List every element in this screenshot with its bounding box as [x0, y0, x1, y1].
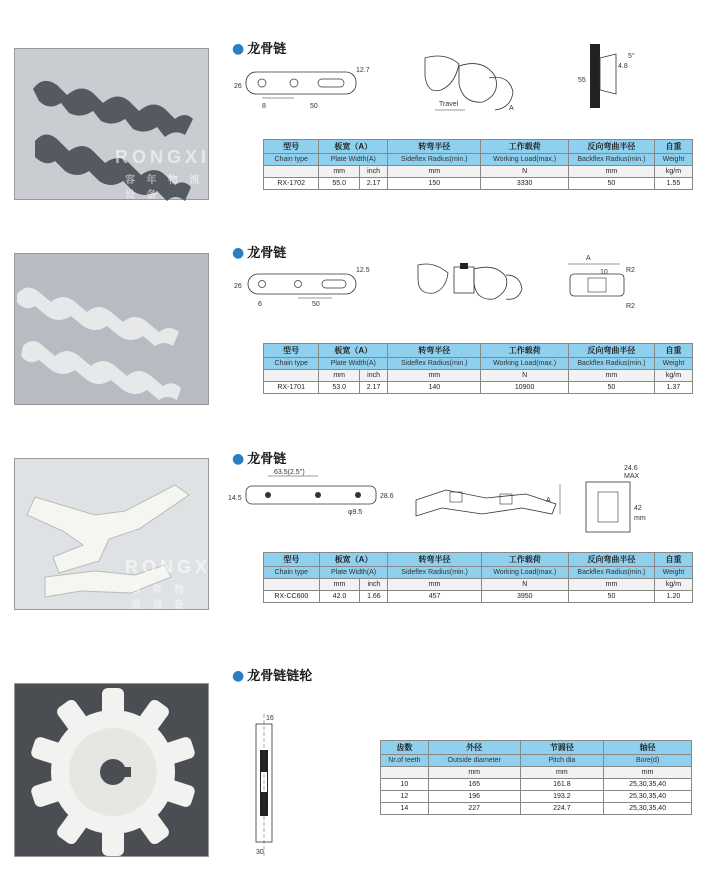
unit-cell: mm: [388, 370, 481, 382]
th-plate-width-en: Plate Width(A): [319, 154, 388, 166]
spec-table-rx1702: [263, 139, 693, 190]
cell: 227: [428, 803, 520, 815]
th-plate-width: 板宽（A）: [319, 140, 388, 154]
unit-cell: kg/m: [654, 370, 692, 382]
th-backflex: 反向弯曲半径: [568, 344, 654, 358]
dim-28-6: 28.6: [380, 493, 394, 500]
unit-cell: N: [481, 166, 568, 178]
cell: 224.7: [520, 803, 604, 815]
dim-26: 26: [234, 283, 242, 290]
dim-26: 26: [234, 83, 242, 90]
spec-table-rx1701: [263, 343, 693, 394]
drawing-chain-travel: [415, 48, 525, 118]
dim-24-6: 24.6: [624, 465, 638, 472]
watermark-brand: RONGXI: [115, 147, 211, 167]
drawing-cross-section: [580, 462, 650, 542]
th-type-en: Chain type: [264, 567, 320, 579]
th-weight: 自重: [654, 140, 692, 154]
th-type-en: Chain type: [264, 358, 319, 370]
bullet-icon: ●: [232, 41, 245, 57]
cell: 14: [381, 803, 429, 815]
dim-a: A: [586, 255, 591, 262]
cell: 55.0: [319, 178, 360, 190]
th-pitch-dia: 节圆径: [520, 741, 604, 755]
section-title: [232, 242, 286, 261]
th-weight-en: Weight: [654, 567, 692, 579]
th-plate-width: 板宽（A）: [319, 344, 388, 358]
unit-cell: inch: [359, 370, 387, 382]
watermark-brand: RONGXI: [125, 557, 221, 577]
cell: 3950: [481, 591, 568, 603]
section-title: [232, 665, 312, 684]
cell: 50: [568, 178, 654, 190]
th-weight-en: Weight: [654, 154, 692, 166]
unit-cell: inch: [359, 166, 387, 178]
th-type-en: Chain type: [264, 154, 319, 166]
spec-table-rxcc600: [263, 552, 693, 603]
unit-cell: mm: [520, 767, 604, 779]
dim-5deg: 5°: [628, 53, 635, 60]
dim-max: MAX: [624, 473, 640, 480]
unit-cell: mm: [388, 166, 481, 178]
unit-cell: [264, 370, 319, 382]
table-row: [264, 178, 693, 190]
unit-cell: mm: [319, 579, 360, 591]
unit-cell: inch: [360, 579, 388, 591]
dim-a: A: [509, 105, 514, 112]
th-sideflex-en: Sideflex Radius(min.): [388, 358, 481, 370]
watermark-cn: 容 年 物 流 设 备: [125, 175, 204, 201]
table-row: [381, 791, 692, 803]
cell: 10900: [481, 382, 568, 394]
unit-cell: mm: [428, 767, 520, 779]
dim-14-5: 14.5: [228, 495, 242, 502]
th-load: 工作载荷: [481, 140, 568, 154]
cell: 1.37: [654, 382, 692, 394]
table-row: [264, 591, 693, 603]
dim-30: 30: [256, 849, 264, 856]
unit-cell: mm: [604, 767, 692, 779]
dim-50: 50: [310, 103, 318, 110]
drawing-cross-section: [560, 250, 645, 315]
th-type: 型号: [264, 553, 320, 567]
dim-mm: mm: [634, 515, 646, 522]
dim-6: 6: [258, 301, 262, 308]
cell: 12: [381, 791, 429, 803]
th-outside-dia: 外径: [428, 741, 520, 755]
cell: RX-1702: [264, 178, 319, 190]
th-sideflex-en: Sideflex Radius(min.): [388, 154, 481, 166]
cell: 25,30,35,40: [604, 779, 692, 791]
th-sideflex: 转弯半径: [388, 344, 481, 358]
th-weight: 自重: [654, 344, 692, 358]
unit-cell: mm: [388, 579, 481, 591]
cell: 2.17: [359, 382, 387, 394]
section-title-text: 龙骨链: [247, 246, 287, 261]
drawing-plate-side: [228, 466, 398, 518]
unit-cell: [381, 767, 429, 779]
section-title: [232, 38, 286, 57]
unit-cell: N: [481, 370, 568, 382]
dim-12-5: 12.5: [356, 267, 370, 274]
cell: 50: [568, 382, 654, 394]
cell: 193.2: [520, 791, 604, 803]
unit-cell: kg/m: [654, 166, 692, 178]
unit-cell: mm: [319, 370, 360, 382]
th-type: 型号: [264, 140, 319, 154]
cell: 50: [568, 591, 654, 603]
spec-table-sprocket: [380, 740, 692, 815]
dim-16: 16: [266, 715, 274, 722]
cell: 25,30,35,40: [604, 791, 692, 803]
th-backflex: 反向弯曲半径: [568, 140, 654, 154]
drawing-plate-side: [232, 262, 372, 312]
label-travel: Travel: [439, 101, 459, 108]
cell: 42.0: [319, 591, 360, 603]
th-outside-dia-en: Outside diameter: [428, 755, 520, 767]
section-title-text: 龙骨链: [247, 452, 287, 467]
section-title-text: 龙骨链: [247, 42, 287, 57]
th-pitch-dia-en: Pitch dia: [520, 755, 604, 767]
th-backflex: 反向弯曲半径: [568, 553, 654, 567]
th-type: 型号: [264, 344, 319, 358]
drawing-sprocket-side: [240, 710, 290, 860]
sprocket-image: [15, 684, 208, 856]
product-photo-rx1701: [14, 253, 209, 405]
dim-phi-9-5: φ9.5: [348, 509, 363, 516]
th-plate-width-en: Plate Width(A): [319, 567, 388, 579]
watermark-cn: 容 年 物 流 设 备: [131, 585, 188, 611]
chain-image: [15, 254, 208, 404]
drawing-chain-profile: [410, 470, 570, 520]
dim-63-5: 63.5(2.5''): [274, 469, 305, 476]
bullet-icon: ●: [232, 245, 245, 261]
cell: 1.55: [654, 178, 692, 190]
cell: 196: [428, 791, 520, 803]
section-title: [232, 448, 286, 467]
cell: 1.20: [654, 591, 692, 603]
dim-10: 10: [600, 269, 608, 276]
unit-cell: [264, 579, 320, 591]
unit-cell: mm: [568, 579, 654, 591]
drawing-cross-section: [570, 38, 640, 113]
cell: 25,30,35,40: [604, 803, 692, 815]
cell: 161.8: [520, 779, 604, 791]
unit-cell: [264, 166, 319, 178]
th-backflex-en: Backflex Radius(min.): [568, 567, 654, 579]
cell: 53.0: [319, 382, 360, 394]
th-bore: 轴径: [604, 741, 692, 755]
th-backflex-en: Backflex Radius(min.): [568, 358, 654, 370]
unit-cell: kg/m: [654, 579, 692, 591]
cell: 150: [388, 178, 481, 190]
section-title-text: 龙骨链链轮: [247, 669, 313, 684]
cell: 140: [388, 382, 481, 394]
bullet-icon: ●: [232, 451, 245, 467]
cell: 457: [388, 591, 481, 603]
cell: 3330: [481, 178, 568, 190]
dim-50: 50: [312, 301, 320, 308]
product-photo-rxcc600: [14, 458, 221, 611]
dim-12-7: 12.7: [356, 67, 370, 74]
cell: RX-CC600: [264, 591, 320, 603]
product-photo-sprocket: [14, 683, 209, 857]
th-bore-en: Bore(d): [604, 755, 692, 767]
th-weight-en: Weight: [654, 358, 692, 370]
table-row: [381, 779, 692, 791]
dim-8: 8: [262, 103, 266, 110]
cell: 10: [381, 779, 429, 791]
unit-cell: mm: [568, 370, 654, 382]
th-teeth: 齿数: [381, 741, 429, 755]
th-teeth-en: Nr.of teeth: [381, 755, 429, 767]
th-plate-width-en: Plate Width(A): [319, 358, 388, 370]
cell: 1.66: [360, 591, 388, 603]
unit-cell: mm: [568, 166, 654, 178]
th-backflex-en: Backflex Radius(min.): [568, 154, 654, 166]
th-load: 工作载荷: [481, 553, 568, 567]
cell: RX-1701: [264, 382, 319, 394]
th-load-en: Working Load(max.): [481, 358, 568, 370]
table-row: [264, 382, 693, 394]
dim-r2: R2: [626, 267, 635, 274]
th-load-en: Working Load(max.): [481, 567, 568, 579]
th-sideflex: 转弯半径: [388, 140, 481, 154]
cell: 2.17: [359, 178, 387, 190]
unit-cell: N: [481, 579, 568, 591]
dim-42: 42: [634, 505, 642, 512]
th-weight: 自重: [654, 553, 692, 567]
bullet-icon: ●: [232, 668, 245, 684]
th-sideflex-en: Sideflex Radius(min.): [388, 567, 481, 579]
th-load: 工作载荷: [481, 344, 568, 358]
th-plate-width: 板宽（A）: [319, 553, 388, 567]
drawing-chain-top: [410, 255, 530, 310]
unit-cell: mm: [319, 166, 360, 178]
th-sideflex: 转弯半径: [388, 553, 481, 567]
dim-4-8: 4.8: [618, 63, 628, 70]
dim-a: A: [546, 497, 551, 504]
drawing-plate-side: [232, 60, 370, 115]
dim-r2b: R2: [626, 303, 635, 310]
cell: 165: [428, 779, 520, 791]
th-load-en: Working Load(max.): [481, 154, 568, 166]
dim-55: 55: [578, 77, 586, 84]
product-photo-rx1702: [14, 48, 209, 200]
table-row: [381, 803, 692, 815]
